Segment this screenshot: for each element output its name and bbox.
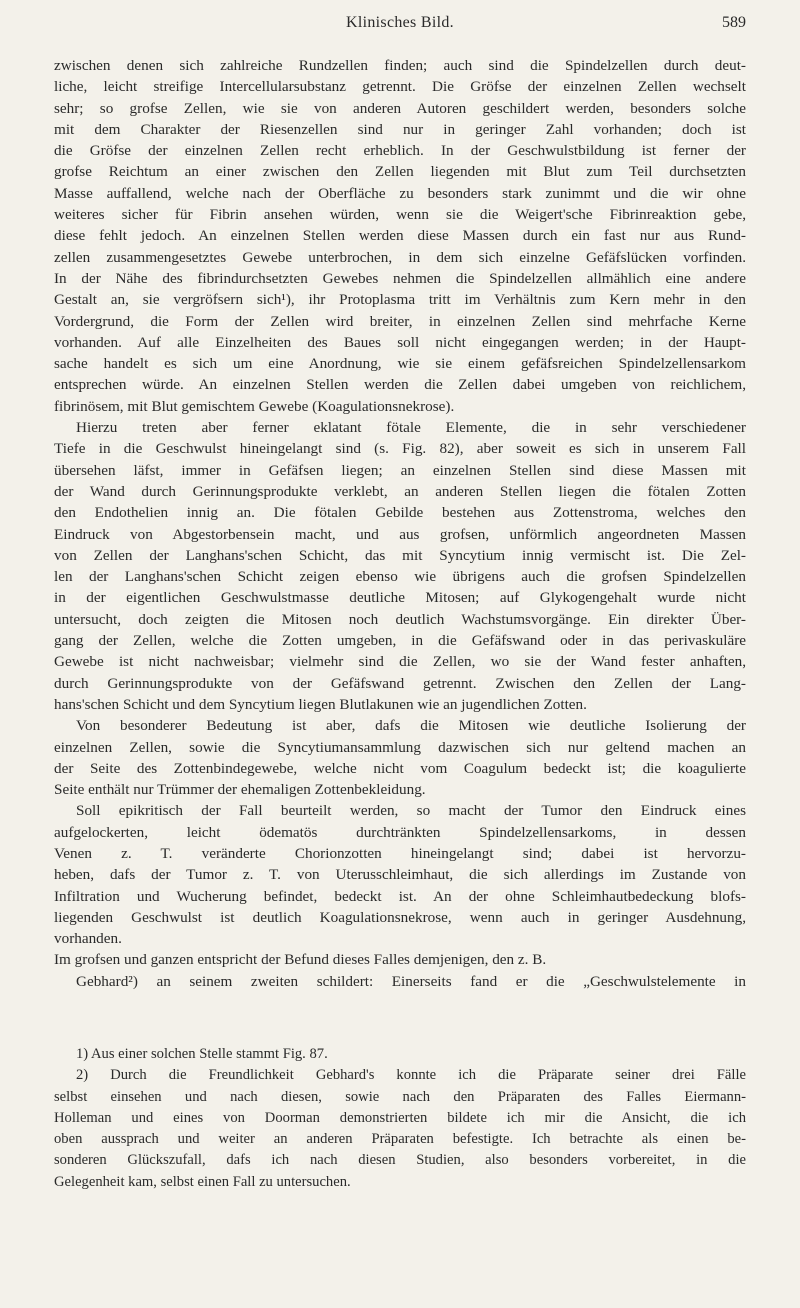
text-line: diese fehlt jedoch. An einzelnen Stellen werden diese Massen durch ein fast nur aus Rund-	[54, 227, 746, 245]
footnote-line: Gelegenheit kam, selbst einen Fall zu untersuchen.	[54, 1173, 351, 1190]
text-line: sehr; so grofse Zellen, wie sie von anderen Autoren geschildert werden, besonders solche	[54, 99, 746, 117]
text-line: Gewebe ist nicht nachweisbar; vielmehr sind die Zellen, wo sie der Wand fester anhaften,	[54, 653, 746, 671]
text-line: Eindruck von Abgestorbensein macht, und aus grofsen, unförmlich angeordneten Massen	[54, 525, 746, 543]
text-line: Hierzu treten aber ferner eklatant fötale Elemente, die in sehr verschiedener	[76, 419, 746, 437]
text-line: untersucht, doch zeigten die Mitosen noch deutlich Wachstumsvorgänge. Ein direkter Über-	[54, 610, 746, 628]
text-line: mit dem Charakter der Riesenzellen sind nur in geringer Zahl vorhanden; doch ist	[54, 120, 746, 138]
text-line: len der Langhans'schen Schicht zeigen ebenso wie übrigens auch die grofsen Spindelzellen	[54, 568, 746, 586]
text-line: liche, leicht streifige Intercellularsubstanz getrennt. Die Gröfse der einzelnen Zellen wechselt	[54, 78, 746, 96]
text-line: Von besonderer Bedeutung ist aber, dafs die Mitosen wie deutliche Isolierung der	[76, 717, 746, 735]
text-line: Seite enthält nur Trümmer der ehemaligen Zottenbekleidung.	[54, 781, 426, 799]
text-line: zellen zusammengesetztes Gewebe unterbrochen, in dem sich einzelne Gefäfslücken vorfinden.	[54, 248, 746, 266]
text-line: einzelnen Zellen, sowie die Syncytiumansammlung dazwischen sich nur geltend machen an	[54, 738, 746, 756]
footnote-line: oben aussprach und weiter an anderen Präparaten befestigte. Ich betrachte als einen be-	[54, 1131, 746, 1148]
footnote-line: Holleman und eines von Doorman demonstrierten bildete ich mir die Ansicht, die ich	[54, 1109, 746, 1126]
text-line: grofse Reichtum an einer zwischen den Zellen liegenden mit Blut zum Teil durchsetzten	[54, 163, 746, 181]
text-line: entsprechen würde. An einzelnen Stellen werden die Zellen dabei umgeben von reichlichem,	[54, 376, 746, 394]
footnotes	[54, 1044, 746, 1193]
running-header	[54, 14, 746, 42]
text-line: vorhanden.	[54, 930, 122, 948]
text-line: der Seite des Zottenbindegewebe, welche nicht vom Coagulum bedeckt ist; die koagulierte	[54, 759, 746, 777]
text-line: den Endothelien innig an. Die fötalen Gebilde bestehen aus Zottenstroma, welches den	[54, 504, 746, 522]
text-line: heben, dafs der Tumor z. T. von Uterusschleimhaut, die sich allerdings im Zustande von	[54, 866, 746, 884]
text-line: vorhanden. Auf alle Einzelheiten des Baues soll nicht eingegangen werden; in der Haupt-	[54, 333, 746, 351]
text-line: Masse auffallend, welche nach der Oberfläche zu besonders stark zunimmt und die wir ohne	[54, 184, 746, 202]
text-line: Infiltration und Wucherung befindet, bedeckt ist. An der ohne Schleimhautbedeckung blofs-	[54, 887, 746, 905]
main-text	[54, 55, 746, 992]
footnote-line: selbst einsehen und nach diesen, sowie nach den Präparaten des Falles Eiermann-	[54, 1088, 746, 1105]
text-line: Im grofsen und ganzen entspricht der Befund dieses Falles demjenigen, den z. B.	[54, 951, 547, 969]
text-line: Soll epikritisch der Fall beurteilt werden, so macht der Tumor den Eindruck eines	[76, 802, 746, 820]
text-line: von Zellen der Langhans'schen Schicht, das mit Syncytium innig vermischt ist. Die Zel-	[54, 546, 746, 564]
footnote-line: 2) Durch die Freundlichkeit Gebhard's konnte ich die Präparate seiner drei Fälle	[76, 1067, 746, 1084]
text-line: weiteres sicher für Fibrin ansehen würden, wenn sie die Weigert'sche Fibrinreaktion gebe,	[54, 206, 746, 224]
text-line: der Wand durch Gerinnungsprodukte verklebt, an anderen Stellen liegen die fötalen Zotten	[54, 482, 746, 500]
text-line: die Gröfse der einzelnen Zellen recht erheblich. In der Geschwulstbildung ist ferner der	[54, 142, 746, 160]
text-line: übersehen läfst, immer in Gefäfsen liegen; an einzelnen Stellen sind diese Massen mit	[54, 461, 746, 479]
text-line: In der Nähe des fibrindurchsetzten Gewebes nehmen die Spindelzellen allmählich eine andere	[54, 269, 746, 287]
footnote-line: 1) Aus einer solchen Stelle stammt Fig. 87.	[76, 1046, 328, 1062]
text-line: gang der Zellen, welche die Zotten umgeben, in die Gefäfswand oder in das perivaskuläre	[54, 632, 746, 650]
text-line: Vordergrund, die Form der Zellen wird breiter, in einzelnen Zellen sind mehrfache Kerne	[54, 312, 746, 330]
text-line: zwischen denen sich zahlreiche Rundzellen finden; auch sind die Spindelzellen durch deut-	[54, 57, 746, 74]
text-line: aufgelockerten, leicht ödematös durchtränkten Spindelzellensarkoms, in dessen	[54, 823, 746, 841]
text-line: Tiefe in die Geschwulst hineingelangt sind (s. Fig. 82), aber soweit es sich in unserem Fall	[54, 440, 746, 458]
text-line: sache handelt es sich um eine Anordnung, wie sie einem gefäfsreichen Spindelzellensarkom	[54, 355, 746, 373]
text-line: Gebhard²) an seinem zweiten schildert: Einerseits fand er die „Geschwulstelemente in	[76, 972, 746, 990]
footnote-line: sonderen Glückszufall, dafs ich nach diesen Studien, also besonders vorbereitet, in die	[54, 1152, 746, 1169]
running-title: Klinisches Bild.	[346, 14, 454, 31]
text-line: durch Gerinnungsprodukte von der Gefäfswand getrennt. Zwischen den Zellen der Lang-	[54, 674, 746, 692]
text-line: fibrinösem, mit Blut gemischtem Gewebe (Koagulationsnekrose).	[54, 397, 455, 415]
text-line: hans'schen Schicht und dem Syncytium liegen Blutlakunen wie an jugendlichen Zotten.	[54, 695, 587, 713]
text-line: Gestalt an, sie vergröfsern sich¹), ihr Protoplasma tritt im Verhältnis zum Kern mehr in den	[54, 291, 746, 309]
text-line: Venen z. T. veränderte Chorionzotten hineingelangt sind; dabei ist hervorzu-	[54, 844, 746, 862]
text-line: in der eigentlichen Geschwulstmasse deutliche Mitosen; auf Glykogengehalt wurde nicht	[54, 589, 746, 607]
text-line: liegenden Geschwulst ist deutlich Koagulationsnekrose, wenn auch in geringer Ausdehnung,	[54, 908, 746, 926]
page-number: 589	[722, 14, 746, 31]
